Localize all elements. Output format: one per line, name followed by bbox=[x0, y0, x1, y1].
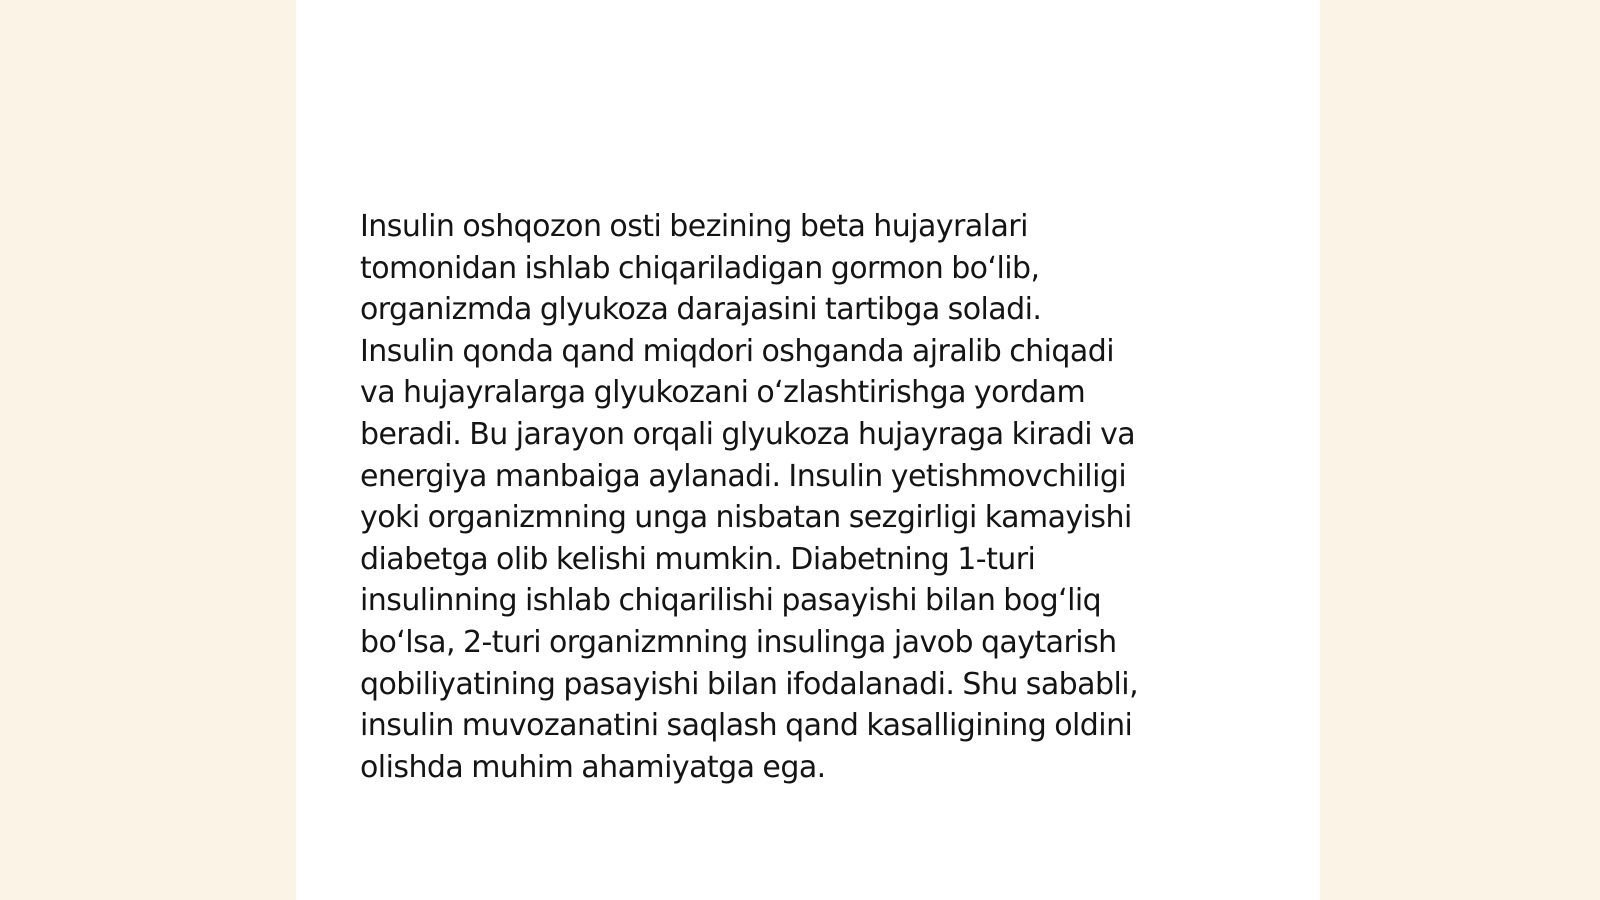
paragraph-line-6: beradi. Bu jarayon orqali glyukoza hujayraga kiradi va bbox=[360, 416, 1136, 452]
body-paragraph bbox=[360, 206, 1250, 788]
paragraph-line-9: diabetga olib kelishi mumkin. Diabetning 1-turi bbox=[360, 541, 1036, 577]
paragraph-line-8: yoki organizmning unga nisbatan sezgirligi kamayishi bbox=[360, 500, 1132, 536]
paragraph-line-2: tomonidan ishlab chiqariladigan gormon bo‘lib, bbox=[360, 250, 1040, 286]
paragraph-line-7: energiya manbaiga aylanadi. Insulin yetishmovchiligi bbox=[360, 458, 1127, 494]
paragraph-line-14: olishda muhim ahamiyatga ega. bbox=[360, 749, 826, 785]
paragraph-line-3: organizmda glyukoza darajasini tartibga soladi. bbox=[360, 292, 1042, 328]
paragraph-line-11: bo‘lsa, 2-turi organizmning insulinga javob qaytarish bbox=[360, 624, 1117, 660]
paragraph-line-10: insulinning ishlab chiqarilishi pasayishi bilan bog‘liq bbox=[360, 583, 1102, 619]
paragraph-line-12: qobiliyatining pasayishi bilan ifodalanadi. Shu sababli, bbox=[360, 666, 1139, 702]
paragraph-line-13: insulin muvozanatini saqlash qand kasalligining oldini bbox=[360, 708, 1133, 744]
paragraph-line-4: Insulin qonda qand miqdori oshganda ajralib chiqadi bbox=[360, 333, 1115, 369]
paragraph-line-1: Insulin oshqozon osti bezining beta hujayralari bbox=[360, 209, 1028, 244]
document-page bbox=[296, 0, 1320, 900]
paragraph-line-5: va hujayralarga glyukozani o‘zlashtirishga yordam bbox=[360, 375, 1086, 411]
